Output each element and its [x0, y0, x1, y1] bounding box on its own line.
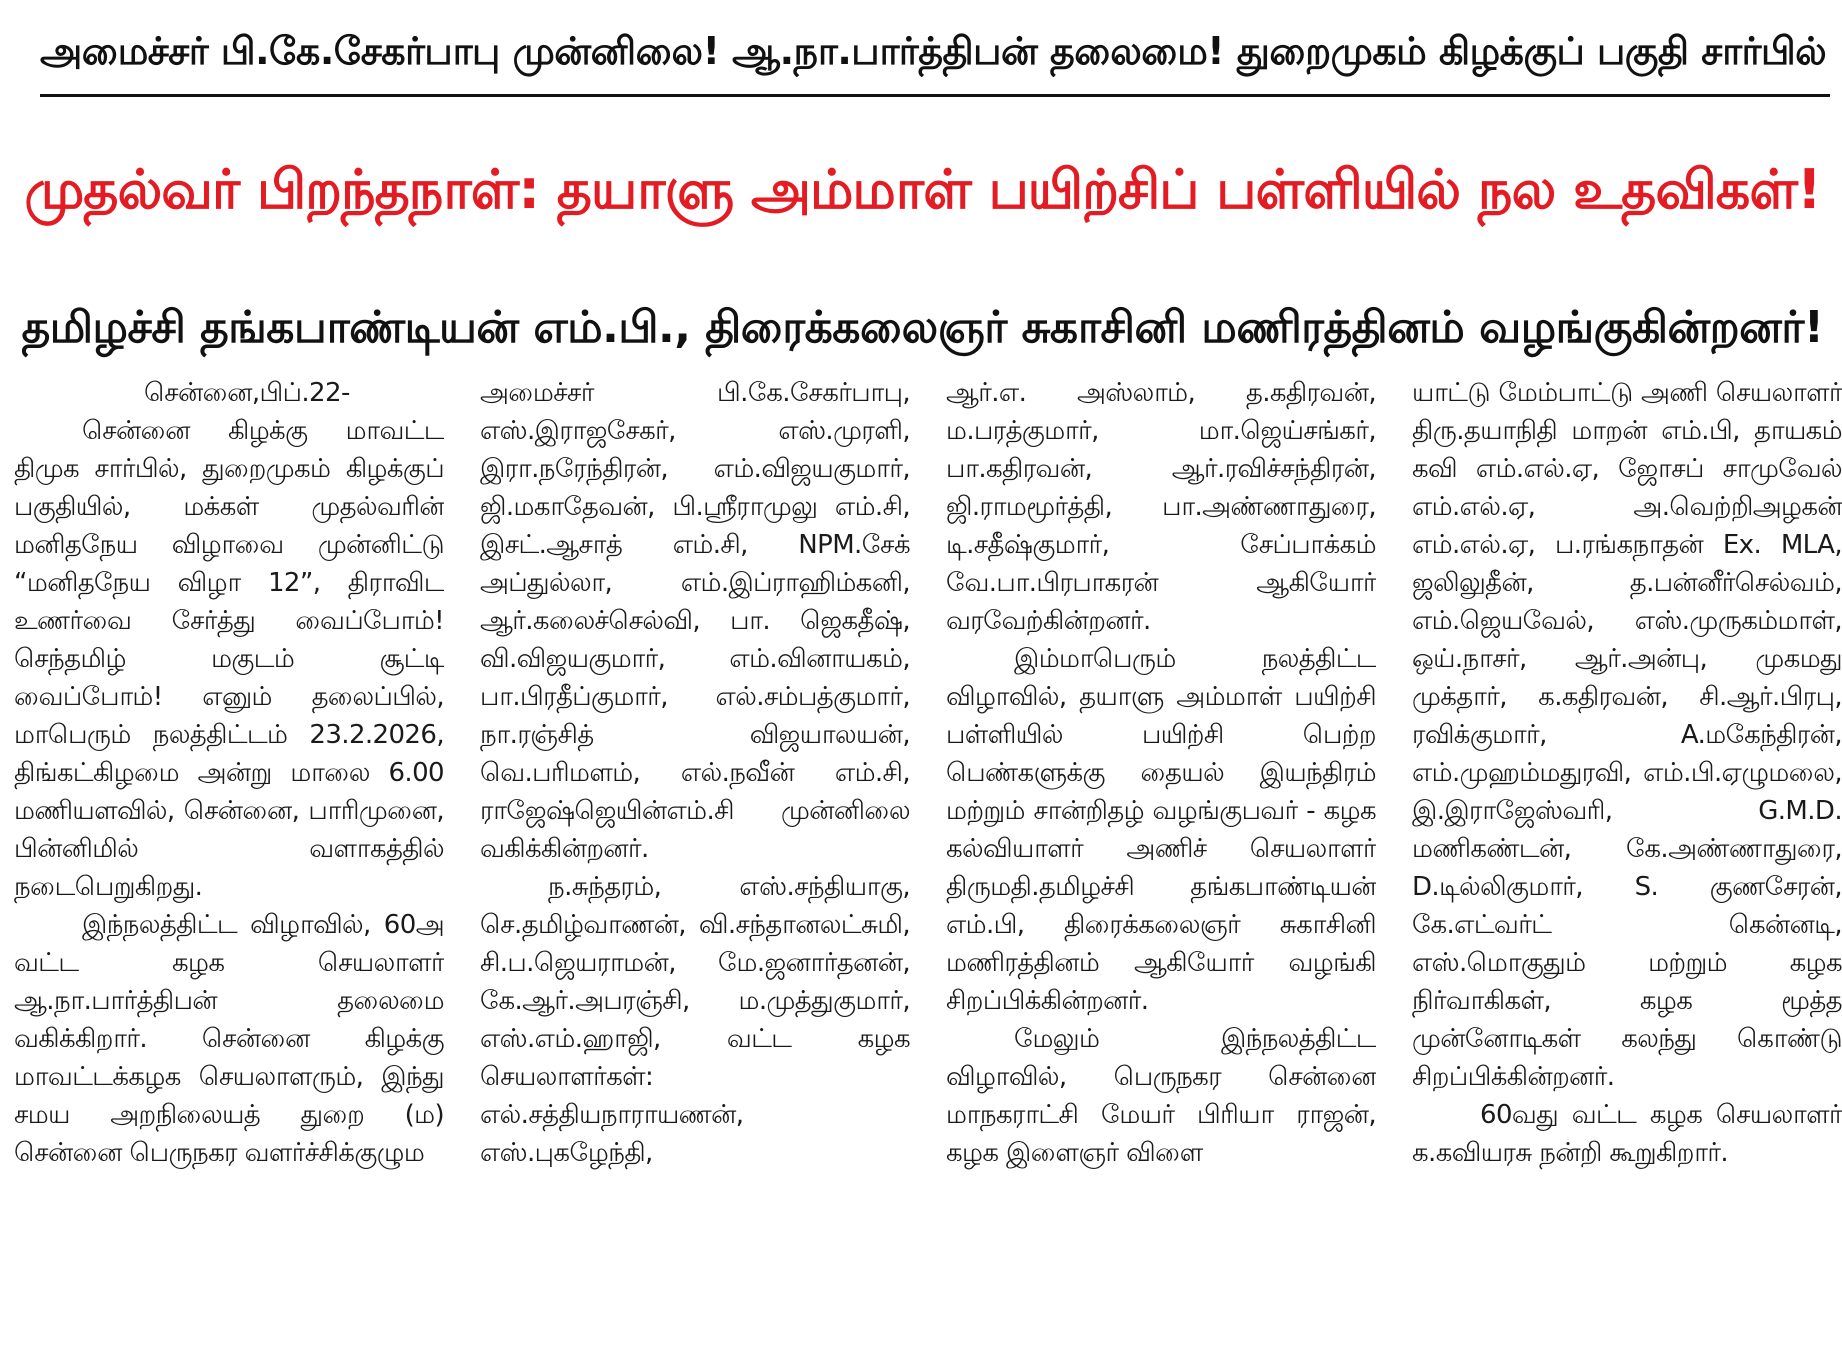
article-paragraph: யாட்டு மேம்பாட்டு அணி செயலாளர் திரு.தயாநிதி மாறன் எம்.பி, தாயகம் கவி எம்.எல்.ஏ, ஜோசப் சாமுவேல் எம்.எல்.ஏ, அ.வெற்றிஅழகன் எம்.எல்.ஏ, ப.ரங்கநாதன் Ex. MLA, ஜலிலுதீன், த.பன்னீர்செல்வம், எம்.ஜெயவேல், எஸ்.முருகம்மாள், ஒய்.நாசர், ஆர்.அன்பு, முகமது முக்தார், க.கதிரவன், சி.ஆர்.பிரபு, ரவிக்குமார், A.மகேந்திரன், எம்.முஹம்மதுரவி, எம்.பி.ஏழுமலை, இ.இராஜேஸ்வரி, G.M.D. மணிகண்டன், கே.அண்ணாதுரை, D.டில்லிகுமார், S. குணசேரன், கே.எட்வர்ட் கென்னடி, எஸ்.மொகுதும் மற்றும் கழக நிர்வாகிகள், கழக மூத்த முன்னோடிகள் கலந்து கொண்டு சிறப்பிக்கின்றனர்.: [1412, 378, 1842, 1092]
article-paragraph: மேலும் இந்நலத்திட்ட விழாவில், பெருநகர சென்னை மாநகராட்சி மேயர் பிரியா ராஜன், கழக இளைஞர் விளை: [946, 1024, 1376, 1168]
article-column-4: [1412, 374, 1842, 1370]
subheadline: தமிழச்சி தங்கபாண்டியன் எம்.பி., திரைக்கலைஞர் சுகாசினி மணிரத்தினம் வழங்குகின்றனர்!: [21, 302, 1824, 353]
article-paragraph: இம்மாபெரும் நலத்திட்ட விழாவில், தயாளு அம்மாள் பயிற்சி பள்ளியில் பயிற்சி பெற்ற பெண்களுக்கு தையல் இயந்திரம் மற்றும் சான்றிதழ் வழங்குபவர் - கழக கல்வியாளர் அணிச் செயலாளர் திருமதி.தமிழச்சி தங்கபாண்டியன் எம்.பி, திரைக்கலைஞர் சுகாசினி மணிரத்தினம் ஆகியோர் வழங்கி சிறப்பிக்கின்றனர்.: [946, 644, 1376, 1016]
article-paragraph: சென்னை கிழக்கு மாவட்ட திமுக சார்பில், துறைமுகம் கிழக்குப் பகுதியில், மக்கள் முதல்வரின் மனிதநேய விழாவை முன்னிட்டு “மனிதநேய விழா 12”, திராவிட உணர்வை சேர்த்து வைப்போம்! செந்தமிழ் மகுடம் சூட்டி வைப்போம்! எனும் தலைப்பில், மாபெரும் நலத்திட்டம் 23.2.2026, திங்கட்கிழமை அன்று மாலை 6.00 மணியளவில், சென்னை, பாரிமுனை, பின்னிமில் வளாகத்தில் நடைபெறுகிறது.: [14, 416, 444, 902]
article-paragraph: 60வது வட்ட கழக செயலாளர் க.கவியரசு நன்றி கூறுகிறார்.: [1412, 1100, 1842, 1168]
kicker-divider: [40, 94, 1830, 97]
article-paragraph: ந.சுந்தரம், எஸ்.சந்தியாகு, செ.தமிழ்வாணன், வி.சந்தானலட்சுமி, சி.ப.ஜெயராமன், மே.ஜனார்தனன், கே.ஆர்.அபரஞ்சி, ம.முத்துகுமார், எஸ்.எம்.ஹாஜி, வட்ட கழக செயலாளர்கள்: எல்.சத்தியநாராயணன், எஸ்.புகழேந்தி,: [480, 872, 910, 1168]
article-paragraph: இந்நலத்திட்ட விழாவில், 60அ வட்ட கழக செயலாளர் ஆ.நா.பார்த்திபன் தலைமை வகிக்கிறார். சென்னை கிழக்கு மாவட்டக்கழக செயலாளரும், இந்து சமய அறநிலையத் துறை (ம) சென்னை பெருநகர வளர்ச்சிக்குழும: [14, 910, 444, 1168]
article-paragraph: அமைச்சர் பி.கே.சேகர்பாபு, எஸ்.இராஜசேகர், எஸ்.முரளி, இரா.நரேந்திரன், எம்.விஜயகுமார், ஜி.மகாதேவன், பி.ஸ்ரீராமுலு எம்.சி, இசட்.ஆசாத் எம்.சி, NPM.சேக் அப்துல்லா, எம்.இப்ராஹிம்கனி, ஆர்.கலைச்செல்வி, பா. ஜெகதீஷ், வி.விஜயகுமார், எம்.வினாயகம், பா.பிரதீப்குமார், எல்.சம்பத்குமார், நா.ரஞ்சித் விஜயாலயன், வெ.பரிமளம், எல்.நவீன் எம்.சி, ராஜேஷ்ஜெயின்எம்.சி முன்னிலை வகிக்கின்றனர்.: [480, 378, 910, 864]
article-paragraph: ஆர்.எ. அஸ்லாம், த.கதிரவன், ம.பரத்குமார், மா.ஜெய்சங்கர், பா.கதிரவன், ஆர்.ரவிச்சந்திரன், ஜி.ராமமூர்த்தி, பா.அண்ணாதுரை, டி.சதீஷ்குமார், சேப்பாக்கம் வே.பா.பிரபாகரன் ஆகியோர் வரவேற்கின்றனர்.: [946, 378, 1376, 636]
headline: முதல்வர் பிறந்தநாள்: தயாளு அம்மாள் பயிற்சிப் பள்ளியில் நல உதவிகள்!: [24, 158, 1821, 221]
dateline: சென்னை,பிப்.22-: [144, 378, 350, 408]
article-column-2: [480, 374, 910, 1370]
article-column-1: [14, 374, 444, 1370]
article-column-3: [946, 374, 1376, 1370]
article-body: [14, 374, 1842, 1370]
kicker-line: அமைச்சர் பி.கே.சேகர்பாபு முன்னிலை! ஆ.நா.பார்த்திபன் தலைமை! துறைமுகம் கிழக்குப் பகுதி சார்பில்: [40, 29, 1827, 73]
